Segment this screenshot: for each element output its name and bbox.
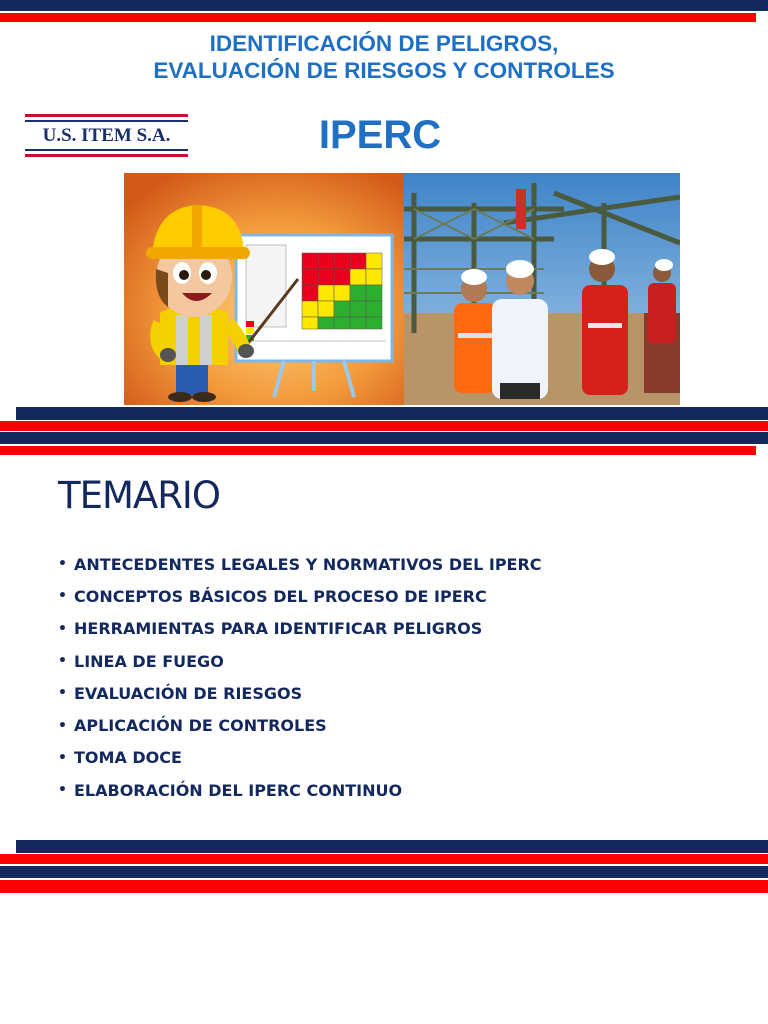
bottom-red-stripe-2 <box>0 880 768 893</box>
list-item: • ANTECEDENTES LEGALES Y NORMATIVOS DEL IPERC <box>58 554 542 574</box>
bottom-navy-stripe-1 <box>16 840 768 853</box>
bullet-glyph: • <box>58 556 67 573</box>
cartoon-worker-illustration <box>124 173 404 405</box>
divider-navy-stripe-1 <box>16 407 768 420</box>
workers-site-photo <box>404 173 680 405</box>
slide-title <box>0 30 768 84</box>
bottom-navy-stripe-2 <box>0 866 768 878</box>
bullet-glyph: • <box>58 717 67 734</box>
main-title: IPERC <box>318 113 442 157</box>
bullet-glyph: • <box>58 685 67 702</box>
bullet-glyph: • <box>58 749 67 766</box>
list-item: • APLICACIÓN DE CONTROLES <box>58 716 327 736</box>
topic-list <box>58 548 542 806</box>
bullet-glyph: • <box>58 653 67 670</box>
slide-title-line-1: IDENTIFICACIÓN DE PELIGROS, <box>209 31 559 56</box>
list-item: • ELABORACIÓN DEL IPERC CONTINUO <box>58 780 403 800</box>
bullet-glyph: • <box>58 588 67 605</box>
divider-red-stripe-1 <box>0 421 768 431</box>
top-red-stripe <box>0 13 756 22</box>
list-item: • HERRAMIENTAS PARA IDENTIFICAR PELIGROS <box>58 619 483 639</box>
company-logo <box>25 114 188 157</box>
bullet-glyph: • <box>58 620 67 637</box>
bottom-red-stripe-1 <box>0 854 768 864</box>
divider-navy-stripe-2 <box>0 432 768 444</box>
company-logo-text: U.S. ITEM S.A. <box>25 120 188 151</box>
list-item: • TOMA DOCE <box>58 748 182 768</box>
list-item: • LINEA DE FUEGO <box>58 651 224 671</box>
slide-title-line-2: EVALUACIÓN DE RIESGOS Y CONTROLES <box>153 58 615 83</box>
bullet-glyph: • <box>58 782 67 799</box>
section-heading: TEMARIO <box>58 474 220 517</box>
divider-red-stripe-2 <box>0 446 756 455</box>
top-navy-stripe <box>0 0 768 11</box>
list-item: • CONCEPTOS BÁSICOS DEL PROCESO DE IPERC <box>58 586 487 606</box>
list-item: • EVALUACIÓN DE RIESGOS <box>58 683 303 703</box>
